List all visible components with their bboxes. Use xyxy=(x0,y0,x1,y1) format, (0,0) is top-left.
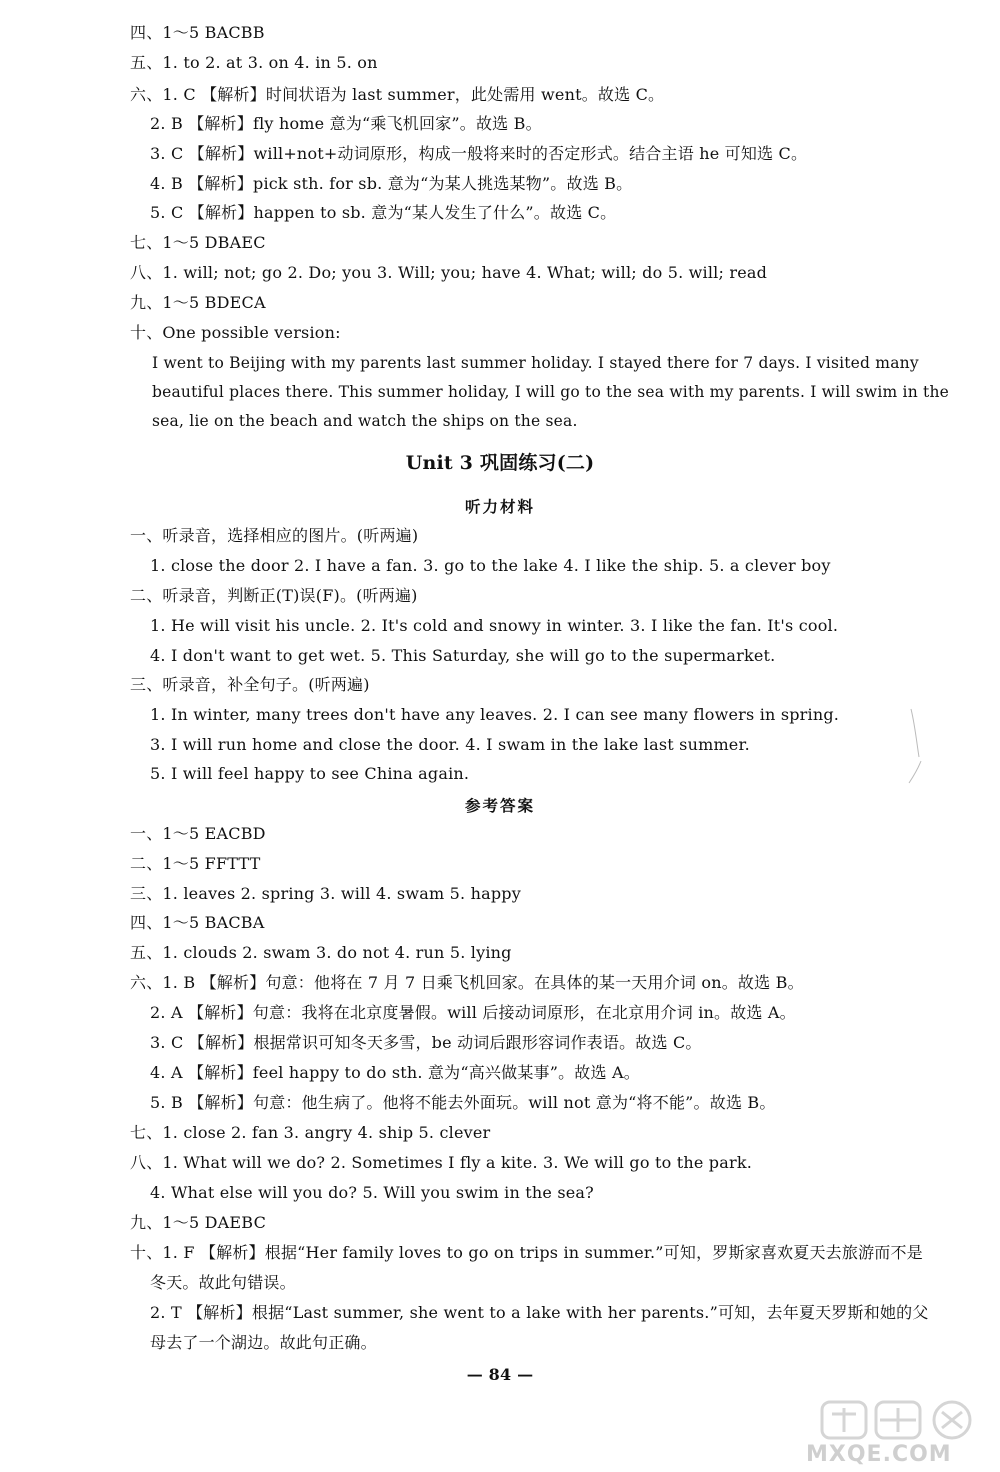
answer-line: 4. A 【解析】feel happy to do sth. 意为“高兴做某事”。故选 A。 xyxy=(150,1063,640,1082)
listening-line: 5. I will feel happy to see China again. xyxy=(150,764,470,783)
version-paragraph-line: I went to Beijing with my parents last summer holiday. I stayed there for 7 days. I visited many xyxy=(152,354,919,372)
listening-line: 1. In winter, many trees don't have any leaves. 2. I can see many flowers in spring. xyxy=(150,705,840,724)
listening-line: 一、听录音，选择相应的图片。(听两遍) xyxy=(130,526,419,545)
pen-mark-icon xyxy=(905,705,929,785)
answer-line: 冬天。故此句错误。 xyxy=(150,1273,296,1292)
answer-line: 4. What else will you do? 5. Will you swim in the sea? xyxy=(150,1183,594,1202)
answer-line: 九、1～5 BDECA xyxy=(130,293,266,312)
answers-heading: 参考答案 xyxy=(464,796,535,815)
version-paragraph-line: sea, lie on the beach and watch the ships on the sea. xyxy=(152,412,578,430)
watermark xyxy=(800,1398,990,1468)
answer-line: 四、1～5 BACBA xyxy=(130,913,265,932)
listening-line: 二、听录音，判断正(T)误(F)。(听两遍) xyxy=(130,586,418,605)
answer-line: 七、1～5 DBAEC xyxy=(130,233,266,252)
page-number: — 84 — xyxy=(466,1365,534,1384)
answer-line: 5. C 【解析】happen to sb. 意为“某人发生了什么”。故选 C。 xyxy=(150,203,617,222)
listening-line: 1. close the door 2. I have a fan. 3. go to the lake 4. I like the ship. 5. a clever boy xyxy=(150,556,831,575)
watermark-text: MXQE.COM xyxy=(806,1442,952,1467)
answer-line: 十、One possible version: xyxy=(130,323,341,342)
answer-line: 八、1. will; not; go 2. Do; you 3. Will; you; have 4. What; will; do 5. will; read xyxy=(130,263,768,282)
listening-heading: 听力材料 xyxy=(464,497,535,516)
listening-line: 三、听录音，补全句子。(听两遍) xyxy=(130,675,370,694)
answer-line: 2. B 【解析】fly home 意为“乘飞机回家”。故选 B。 xyxy=(150,114,542,133)
answer-line: 二、1～5 FFTTT xyxy=(130,854,261,873)
answer-line: 母去了一个湖边。故此句正确。 xyxy=(150,1333,377,1352)
answer-line: 3. C 【解析】will+not+动词原形，构成一般将来时的否定形式。结合主语 he 可知选 C。 xyxy=(150,144,808,163)
answer-line: 七、1. close 2. fan 3. angry 4. ship 5. clever xyxy=(130,1123,491,1142)
listening-line: 1. He will visit his uncle. 2. It's cold and snowy in winter. 3. I like the fan. It's cool. xyxy=(150,616,839,635)
answer-line: 一、1～5 EACBD xyxy=(130,824,266,843)
answer-line: 六、1. B 【解析】句意：他将在 7 月 7 日乘飞机回家。在具体的某一天用介词 on。故选 B。 xyxy=(130,973,804,992)
answer-line: 三、1. leaves 2. spring 3. will 4. swam 5. happy xyxy=(130,884,521,903)
answer-line: 5. B 【解析】句意：他生病了。他将不能去外面玩。will not 意为“将不能”。故选 B。 xyxy=(150,1093,776,1112)
answer-line: 十、1. F 【解析】根据“Her family loves to go on trips in summer.”可知，罗斯家喜欢夏天去旅游而不是 xyxy=(130,1243,923,1262)
answer-line: 九、1～5 DAEBC xyxy=(130,1213,267,1232)
unit-title: Unit 3 巩固练习(二) xyxy=(405,452,595,474)
answer-line: 五、1. clouds 2. swam 3. do not 4. run 5. lying xyxy=(130,943,512,962)
answer-line: 3. C 【解析】根据常识可知冬天多雪，be 动词后跟形容词作表语。故选 C。 xyxy=(150,1033,702,1052)
answer-line: 六、1. C 【解析】时间状语为 last summer，此处需用 went。故选 C。 xyxy=(130,85,665,104)
answer-line: 2. A 【解析】句意：我将在北京度暑假。will 后接动词原形，在北京用介词 in。故选 A。 xyxy=(150,1003,796,1022)
listening-line: 3. I will run home and close the door. 4. I swam in the lake last summer. xyxy=(150,735,750,754)
answer-line: 五、1. to 2. at 3. on 4. in 5. on xyxy=(130,53,378,72)
watermark-logo-icon xyxy=(820,1398,980,1442)
answer-line: 4. B 【解析】pick sth. for sb. 意为“为某人挑选某物”。故选 B。 xyxy=(150,174,633,193)
answer-line: 四、1～5 BACBB xyxy=(130,23,265,42)
listening-line: 4. I don't want to get wet. 5. This Saturday, she will go to the supermarket. xyxy=(150,646,776,665)
answer-line: 八、1. What will we do? 2. Sometimes I fly a kite. 3. We will go to the park. xyxy=(130,1153,753,1172)
version-paragraph-line: beautiful places there. This summer holiday, I will go to the sea with my parents. I will swim in the xyxy=(152,383,950,401)
answer-line: 2. T 【解析】根据“Last summer, she went to a lake with her parents.”可知，去年夏天罗斯和她的父 xyxy=(150,1303,929,1322)
